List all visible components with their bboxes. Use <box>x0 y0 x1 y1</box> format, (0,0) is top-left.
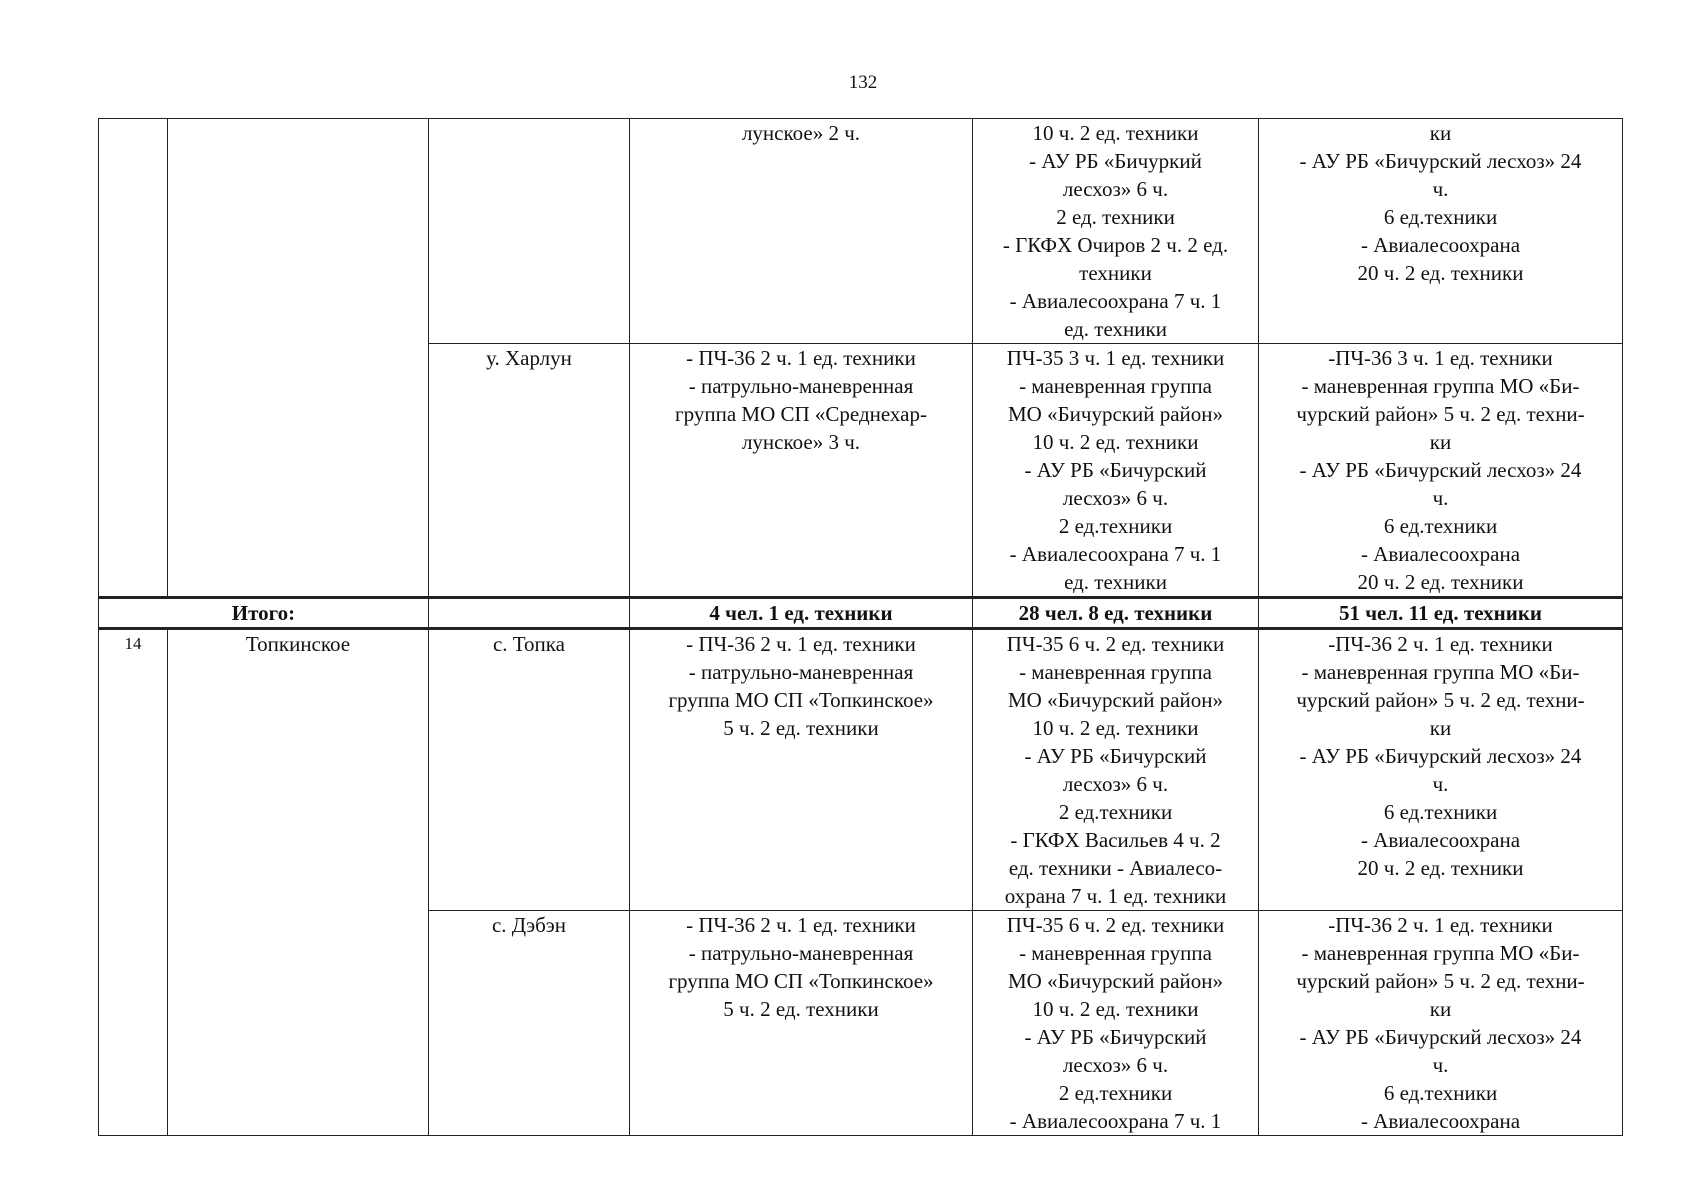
municipality-cell <box>168 119 429 598</box>
cell-line: МО «Бичурский район» <box>1008 969 1223 993</box>
cell-line: лесхоз» 6 ч. <box>1062 486 1169 510</box>
settlement-cell: у. Харлун <box>429 344 630 598</box>
cell-line: -ПЧ-36 2 ч. 1 ед. техники <box>1328 913 1553 937</box>
cell-line: ПЧ-35 6 ч. 2 ед. техники <box>1006 913 1225 937</box>
initial-forces-cell <box>630 629 973 911</box>
cell-line: техники <box>1079 261 1152 285</box>
reserve-forces-cell <box>1259 119 1623 344</box>
settlement-cell <box>429 598 630 629</box>
cell-line: ПЧ-35 6 ч. 2 ед. техники <box>1006 632 1225 656</box>
total-additional-forces: 28 чел. 8 ед. техники <box>973 598 1259 629</box>
additional-forces-cell <box>973 911 1259 1136</box>
cell-line: чурский район» 5 ч. 2 ед. техни- <box>1296 969 1585 993</box>
initial-forces-cell <box>630 911 973 1136</box>
cell-line: - Авиалесоохрана <box>1360 233 1521 257</box>
cell-line: ки <box>1429 997 1452 1021</box>
cell-line: ч. <box>1432 177 1449 201</box>
cell-line: 2 ед.техники <box>1058 514 1173 538</box>
cell-line: - ГКФХ Васильев 4 ч. 2 <box>1010 828 1221 852</box>
cell-line: - АУ РБ «Бичурский <box>1024 1025 1207 1049</box>
cell-line: 5 ч. 2 ед. техники <box>723 716 879 740</box>
additional-forces-cell <box>973 119 1259 344</box>
cell-line: - ПЧ-36 2 ч. 1 ед. техники <box>686 913 916 937</box>
cell-line: 2 ед.техники <box>1058 1081 1173 1105</box>
cell-line: - АУ РБ «Бичурский лесхоз» 24 <box>1299 744 1582 768</box>
additional-forces-cell <box>973 629 1259 911</box>
total-initial-forces: 4 чел. 1 ед. техники <box>630 598 973 629</box>
cell-line: - Авиалесоохрана 7 ч. 1 <box>1009 289 1222 313</box>
page-number: 132 <box>848 72 878 93</box>
cell-line: ки <box>1429 121 1452 145</box>
cell-line: - маневренная группа <box>1019 660 1212 684</box>
settlement-cell: с. Топка <box>429 629 630 911</box>
cell-line: ПЧ-35 3 ч. 1 ед. техники <box>1006 346 1225 370</box>
reserve-forces-cell <box>1259 344 1623 598</box>
cell-line: -ПЧ-36 2 ч. 1 ед. техники <box>1328 632 1553 656</box>
table-row <box>99 629 1623 911</box>
cell-line: лесхоз» 6 ч. <box>1062 1053 1169 1077</box>
cell-line: - Авиалесоохрана 7 ч. 1 <box>1009 542 1222 566</box>
cell-line: - АУ РБ «Бичурский <box>1024 744 1207 768</box>
total-label: Итого: <box>99 598 429 629</box>
cell-line: - патрульно-маневренная <box>688 660 914 684</box>
cell-line: лунское» 2 ч. <box>741 121 861 145</box>
table-row <box>99 119 1623 344</box>
cell-line: - АУ РБ «Бичурский <box>1024 458 1207 482</box>
cell-line: чурский район» 5 ч. 2 ед. техни- <box>1296 402 1585 426</box>
cell-line: МО «Бичурский район» <box>1008 402 1223 426</box>
num-cell <box>99 119 168 598</box>
cell-line: - АУ РБ «Бичуркий <box>1029 149 1202 173</box>
initial-forces-cell <box>630 344 973 598</box>
cell-line: - патрульно-маневренная <box>688 374 914 398</box>
municipality-cell: Топкинское <box>168 629 429 1136</box>
cell-line: группа МО СП «Среднехар- <box>675 402 927 426</box>
cell-line: МО «Бичурский район» <box>1008 688 1223 712</box>
cell-line: 5 ч. 2 ед. техники <box>723 997 879 1021</box>
cell-line: - ПЧ-36 2 ч. 1 ед. техники <box>686 346 916 370</box>
cell-line: - АУ РБ «Бичурский лесхоз» 24 <box>1299 149 1582 173</box>
cell-line: 10 ч. 2 ед. техники <box>1032 121 1199 145</box>
cell-line: ед. техники - Авиалесо- <box>1008 856 1223 880</box>
row-number: 14 <box>99 629 168 1136</box>
cell-line: ед. техники <box>1064 317 1167 341</box>
cell-line: группа МО СП «Топкинское» <box>668 969 934 993</box>
cell-line: - маневренная группа МО «Би- <box>1301 374 1580 398</box>
cell-line: охрана 7 ч. 1 ед. техники <box>1004 884 1227 908</box>
settlement-cell <box>429 119 630 344</box>
cell-line: -ПЧ-36 3 ч. 1 ед. техники <box>1328 346 1553 370</box>
cell-line: - ГКФХ Очиров 2 ч. 2 ед. <box>1002 233 1229 257</box>
cell-line: ч. <box>1432 486 1449 510</box>
cell-line: ч. <box>1432 1053 1449 1077</box>
cell-line: ки <box>1429 716 1452 740</box>
settlement-cell: с. Дэбэн <box>429 911 630 1136</box>
cell-line: 20 ч. 2 ед. техники <box>1357 261 1524 285</box>
cell-line: - маневренная группа МО «Би- <box>1301 941 1580 965</box>
cell-line: - АУ РБ «Бичурский лесхоз» 24 <box>1299 1025 1582 1049</box>
cell-line: - АУ РБ «Бичурский лесхоз» 24 <box>1299 458 1582 482</box>
cell-line: - патрульно-маневренная <box>688 941 914 965</box>
cell-line: - маневренная группа МО «Би- <box>1301 660 1580 684</box>
additional-forces-cell <box>973 344 1259 598</box>
total-row <box>99 598 1623 629</box>
cell-line: ки <box>1429 430 1452 454</box>
cell-line: 20 ч. 2 ед. техники <box>1357 570 1524 594</box>
cell-line: лунское» 3 ч. <box>741 430 861 454</box>
cell-line: - Авиалесоохрана <box>1360 1109 1521 1133</box>
cell-line: 10 ч. 2 ед. техники <box>1032 997 1199 1021</box>
total-reserve-forces: 51 чел. 11 ед. техники <box>1259 598 1623 629</box>
cell-line: 2 ед.техники <box>1058 800 1173 824</box>
reserve-forces-cell <box>1259 629 1623 911</box>
cell-line: 6 ед.техники <box>1383 1081 1498 1105</box>
cell-line: 10 ч. 2 ед. техники <box>1032 430 1199 454</box>
cell-line: ч. <box>1432 772 1449 796</box>
cell-line: - маневренная группа <box>1019 941 1212 965</box>
cell-line: - ПЧ-36 2 ч. 1 ед. техники <box>686 632 916 656</box>
cell-line: лесхоз» 6 ч. <box>1062 177 1169 201</box>
cell-line: 6 ед.техники <box>1383 514 1498 538</box>
reserve-forces-cell <box>1259 911 1623 1136</box>
cell-line: чурский район» 5 ч. 2 ед. техни- <box>1296 688 1585 712</box>
cell-line: 6 ед.техники <box>1383 205 1498 229</box>
cell-line: 10 ч. 2 ед. техники <box>1032 716 1199 740</box>
initial-forces-cell <box>630 119 973 344</box>
cell-line: лесхоз» 6 ч. <box>1062 772 1169 796</box>
cell-line: 2 ед. техники <box>1056 205 1175 229</box>
cell-line: - Авиалесоохрана <box>1360 828 1521 852</box>
cell-line: - Авиалесоохрана <box>1360 542 1521 566</box>
cell-line: 6 ед.техники <box>1383 800 1498 824</box>
cell-line: группа МО СП «Топкинское» <box>668 688 934 712</box>
forces-table <box>98 118 1623 1136</box>
cell-line: - маневренная группа <box>1019 374 1212 398</box>
cell-line: ед. техники <box>1064 570 1167 594</box>
cell-line: 20 ч. 2 ед. техники <box>1357 856 1524 880</box>
cell-line: - Авиалесоохрана 7 ч. 1 <box>1009 1109 1222 1133</box>
